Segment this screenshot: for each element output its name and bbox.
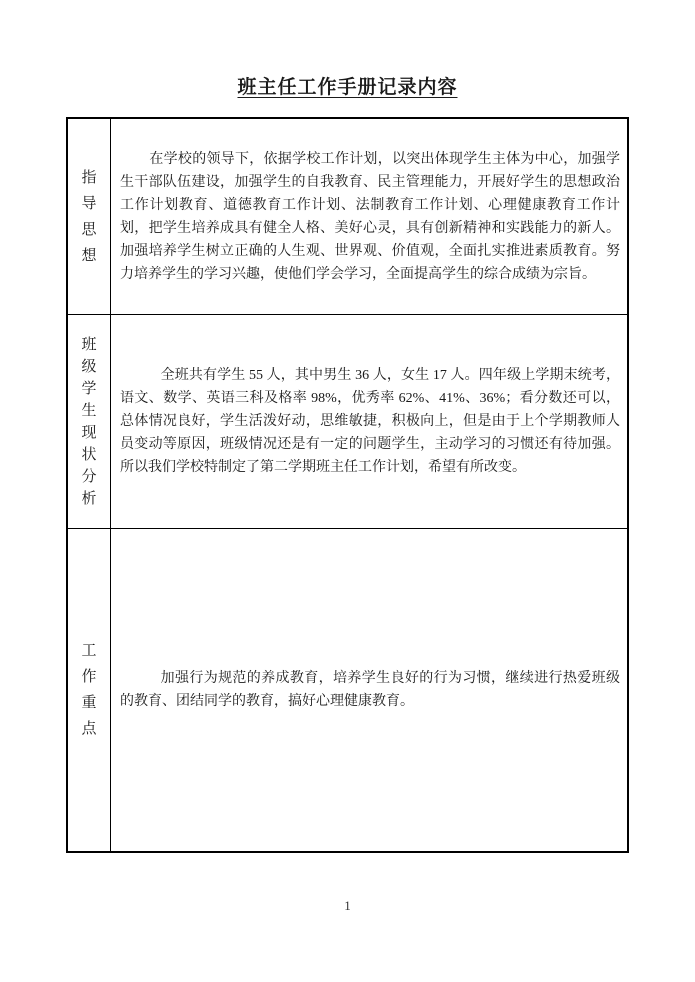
document-title: 班主任工作手册记录内容 [237,77,458,98]
row-content-cell-guiding-ideology [111,119,627,314]
row-label-cell-guiding-ideology [68,119,111,314]
row-label-cell-class-status-analysis [68,315,111,528]
page-number: 1 [344,898,351,913]
row-label-cell-work-focus [68,529,111,851]
row-content-class-status-analysis: 全班共有学生 55 人，其中男生 36 人，女生 17 人。四年级上学期末统考，语文、数学、英语三科及格率 98%，优秀率 62%、41%、36%；看分数还可以，总体情况良好，学生活泼好动，思维敏捷，积极向上，但是由于上个学期教师人员变动等原因，班级情况还是有一定的问题学生，主动学习的习惯还有待加强。所以我们学校特制定了第二学期班主任工作计划，希望有所改变。 [120,368,620,475]
table-row-guiding-ideology [68,119,627,315]
row-label-work-focus: 工作重点 [81,643,97,737]
row-label-guiding-ideology: 指导思想 [81,169,97,264]
row-content-cell-class-status-analysis [111,315,627,528]
row-content-cell-work-focus [111,529,627,851]
table-row-class-status-analysis [68,315,627,529]
table-row-work-focus [68,529,627,851]
row-label-class-status-analysis: 班级学生现状分析 [81,336,97,507]
row-content-guiding-ideology: 在学校的领导下，依据学校工作计划，以突出体现学生主体为中心，加强学生干部队伍建设，加强学生的自我教育、民主管理能力，开展好学生的思想政治工作计划教育、道德教育工作计划、法制教育工作计划、心理健康教育工作计划，把学生培养成具有健全人格、美好心灵，具有创新精神和实践能力的新人。加强培养学生树立正确的人生观、世界观、价值观，全面扎实推进素质教育。努力培养学生的学习兴趣，使他们学会学习，全面提高学生的综合成绩为宗旨。 [120,151,620,282]
row-content-work-focus: 加强行为规范的养成教育，培养学生良好的行为习惯，继续进行热爱班级的教育、团结同学的教育，搞好心理健康教育。 [120,671,620,709]
record-table [66,117,629,853]
